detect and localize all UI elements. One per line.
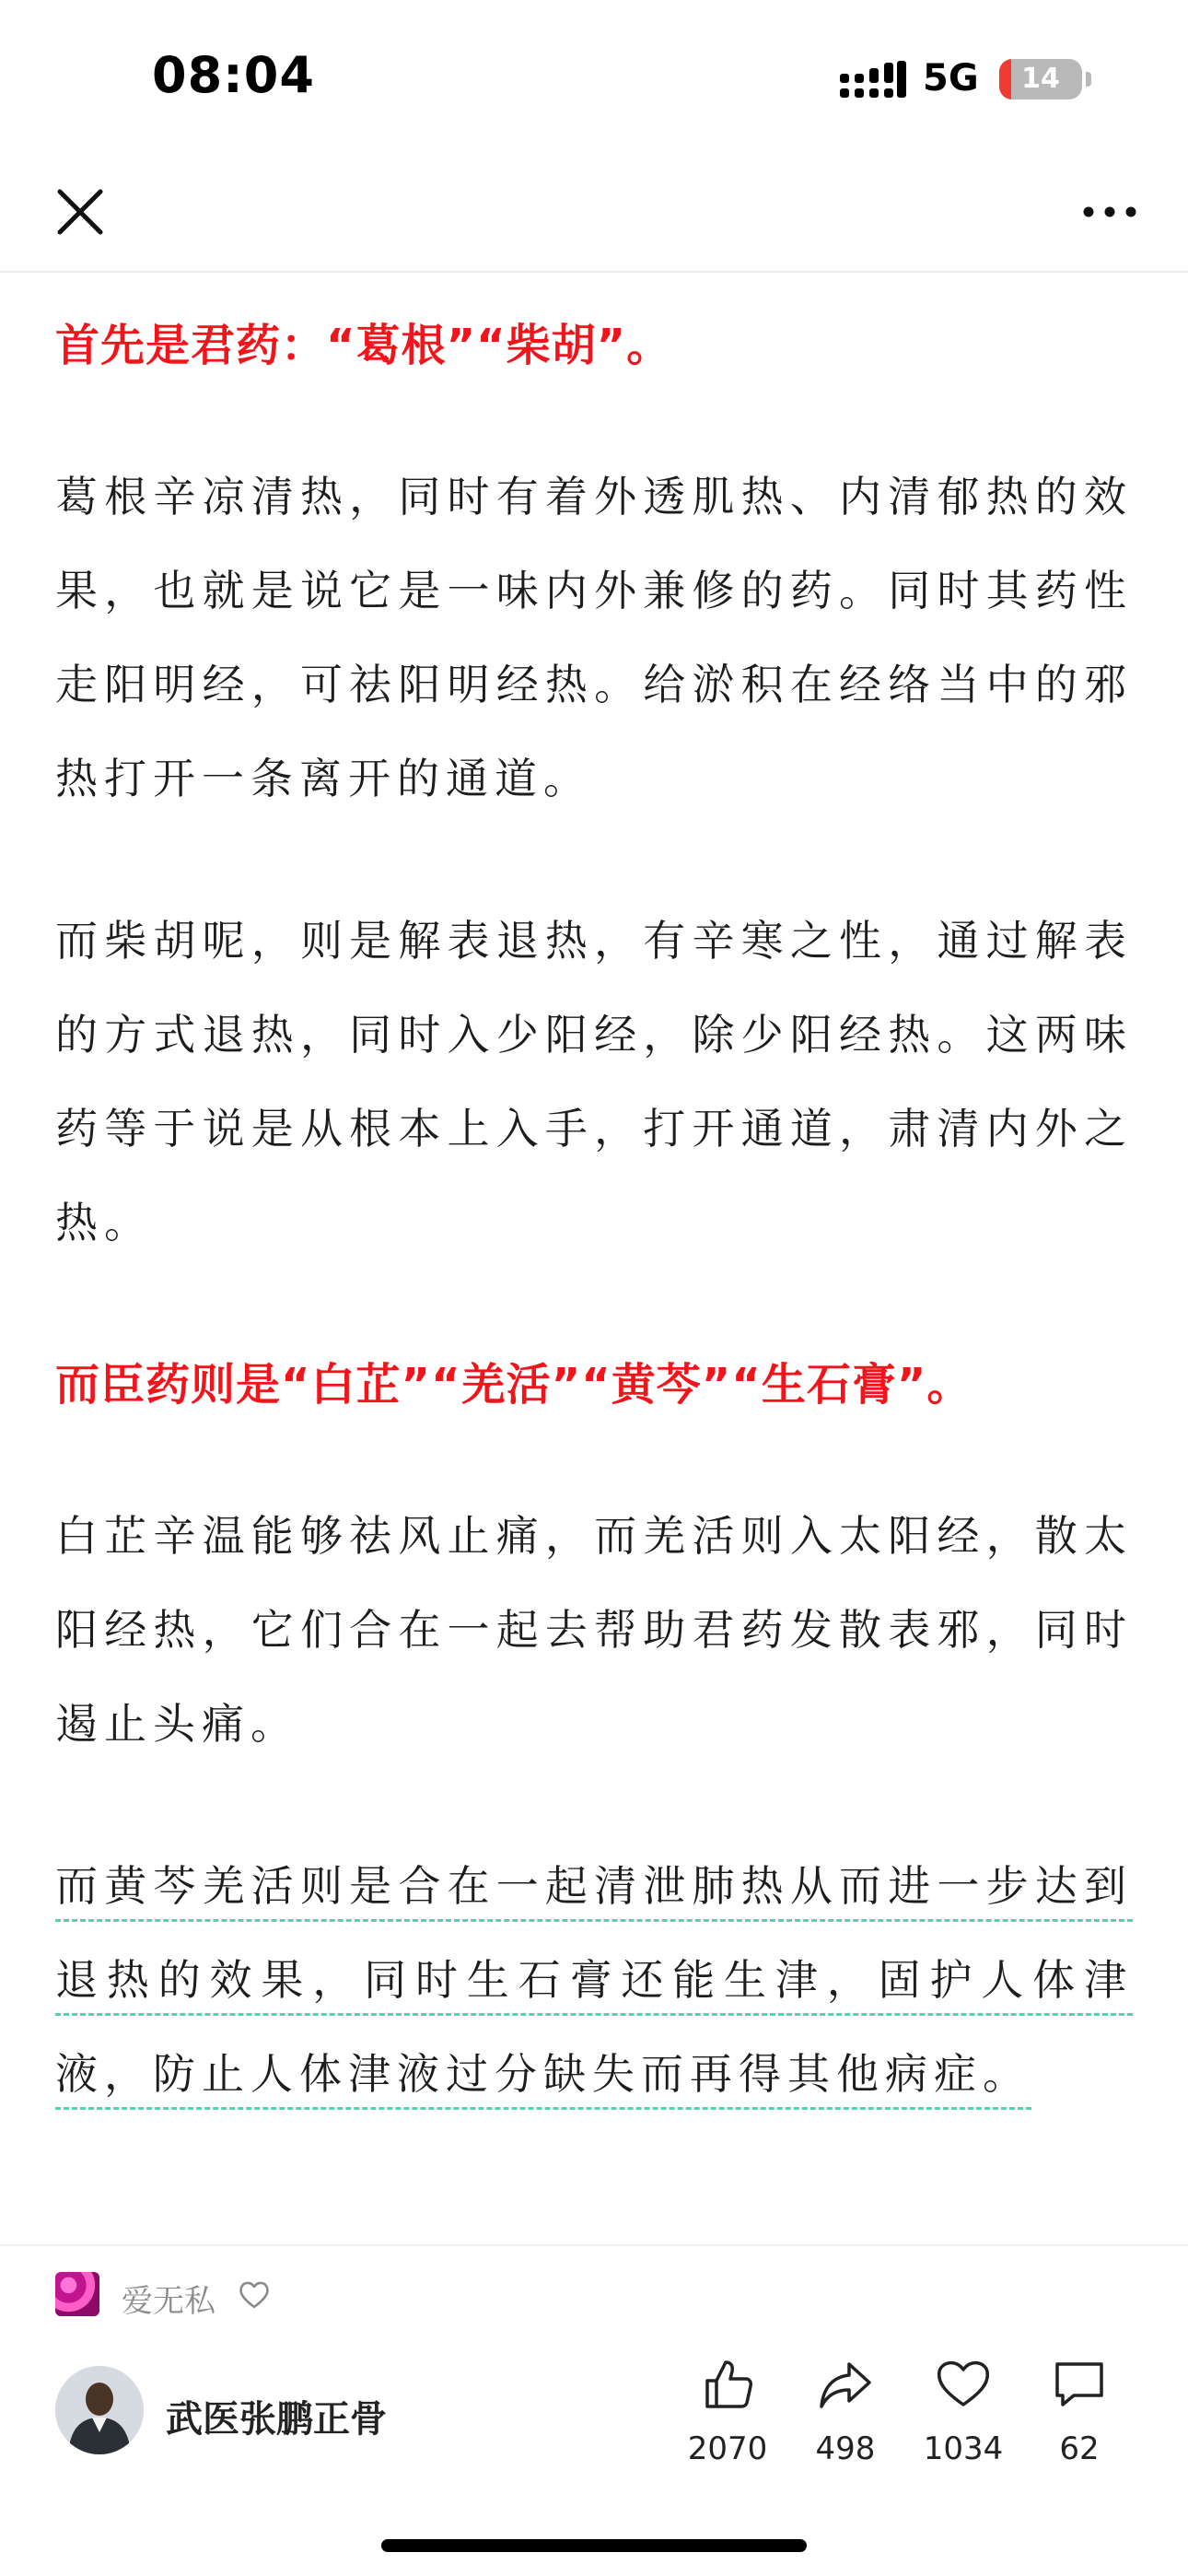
status-time: 08:04 xyxy=(152,46,315,104)
section-heading-jun-yao: 首先是君药：“葛根”“柴胡”。 xyxy=(55,320,672,371)
more-horizontal-icon[interactable] xyxy=(1077,182,1142,241)
author-name[interactable]: 武医张鹏正骨 xyxy=(166,2398,387,2441)
battery-level: 14 xyxy=(1021,63,1060,95)
comment-count: 62 xyxy=(1059,2430,1100,2467)
share-arrow-icon xyxy=(816,2355,875,2414)
article-paragraph: 葛根辛凉清热，同时有着外透肌热、内清郁热的效果，也就是说它是一味内外兼修的药。同时其药性走阳明经，可祛阳明经热。给淤积在经络当中的邪热打开一条离开的通道。 xyxy=(55,472,1133,803)
battery-icon xyxy=(999,59,1082,100)
avatar[interactable] xyxy=(55,2366,144,2454)
status-bar xyxy=(0,0,1188,157)
avatar-figure xyxy=(55,2366,144,2454)
share-count: 498 xyxy=(815,2430,876,2467)
like-button[interactable] xyxy=(672,2355,783,2467)
battery-nub xyxy=(1086,72,1091,87)
top-nav-bar xyxy=(0,157,1188,273)
comment-bubble-icon xyxy=(1050,2355,1109,2414)
share-button[interactable] xyxy=(790,2355,901,2467)
like-count: 2070 xyxy=(687,2430,768,2467)
thumbs-up-icon xyxy=(698,2355,757,2414)
article-paragraph: 而柴胡呢，则是解表退热，有辛寒之性，通过解表的方式退热，同时入少阳经，除少阳经热。这两味药等于说是从根本上入手，打开通道，肃清内外之热。 xyxy=(55,916,1133,1247)
heart-outline-icon[interactable] xyxy=(238,2279,271,2311)
network-type: 5G xyxy=(923,57,979,100)
highlighted-paragraph[interactable] xyxy=(55,1839,1133,2121)
favorite-count: 1034 xyxy=(923,2430,1004,2467)
home-indicator[interactable] xyxy=(381,2539,807,2552)
collection-thumbnail xyxy=(55,2272,99,2316)
cellular-signal-icon xyxy=(840,61,906,101)
divider xyxy=(0,2244,1188,2246)
favorite-button[interactable] xyxy=(908,2355,1019,2467)
article-paragraph: 白芷辛温能够祛风止痛，而羌活则入太阳经，散太阳经热，它们合在一起去帮助君药发散表邪，同时遏止头痛。 xyxy=(55,1511,1133,1749)
author-action-bar xyxy=(0,2355,1188,2493)
close-icon[interactable] xyxy=(51,182,110,241)
heart-icon xyxy=(934,2355,993,2414)
collection-label: 爱无私 xyxy=(122,2283,215,2320)
comment-button[interactable] xyxy=(1024,2355,1135,2467)
section-heading-chen-yao: 而臣药则是“白芷”“羌活”“黄芩”“生石膏”。 xyxy=(55,1359,973,1411)
highlighted-paragraph-text[interactable]: 而黄芩羌活则是合在一起清泄肺热从而进一步达到退热的效果，同时生石膏还能生津，固护人体津液，防止人体津液过分缺失而再得其他病症。 xyxy=(55,1861,1133,2099)
